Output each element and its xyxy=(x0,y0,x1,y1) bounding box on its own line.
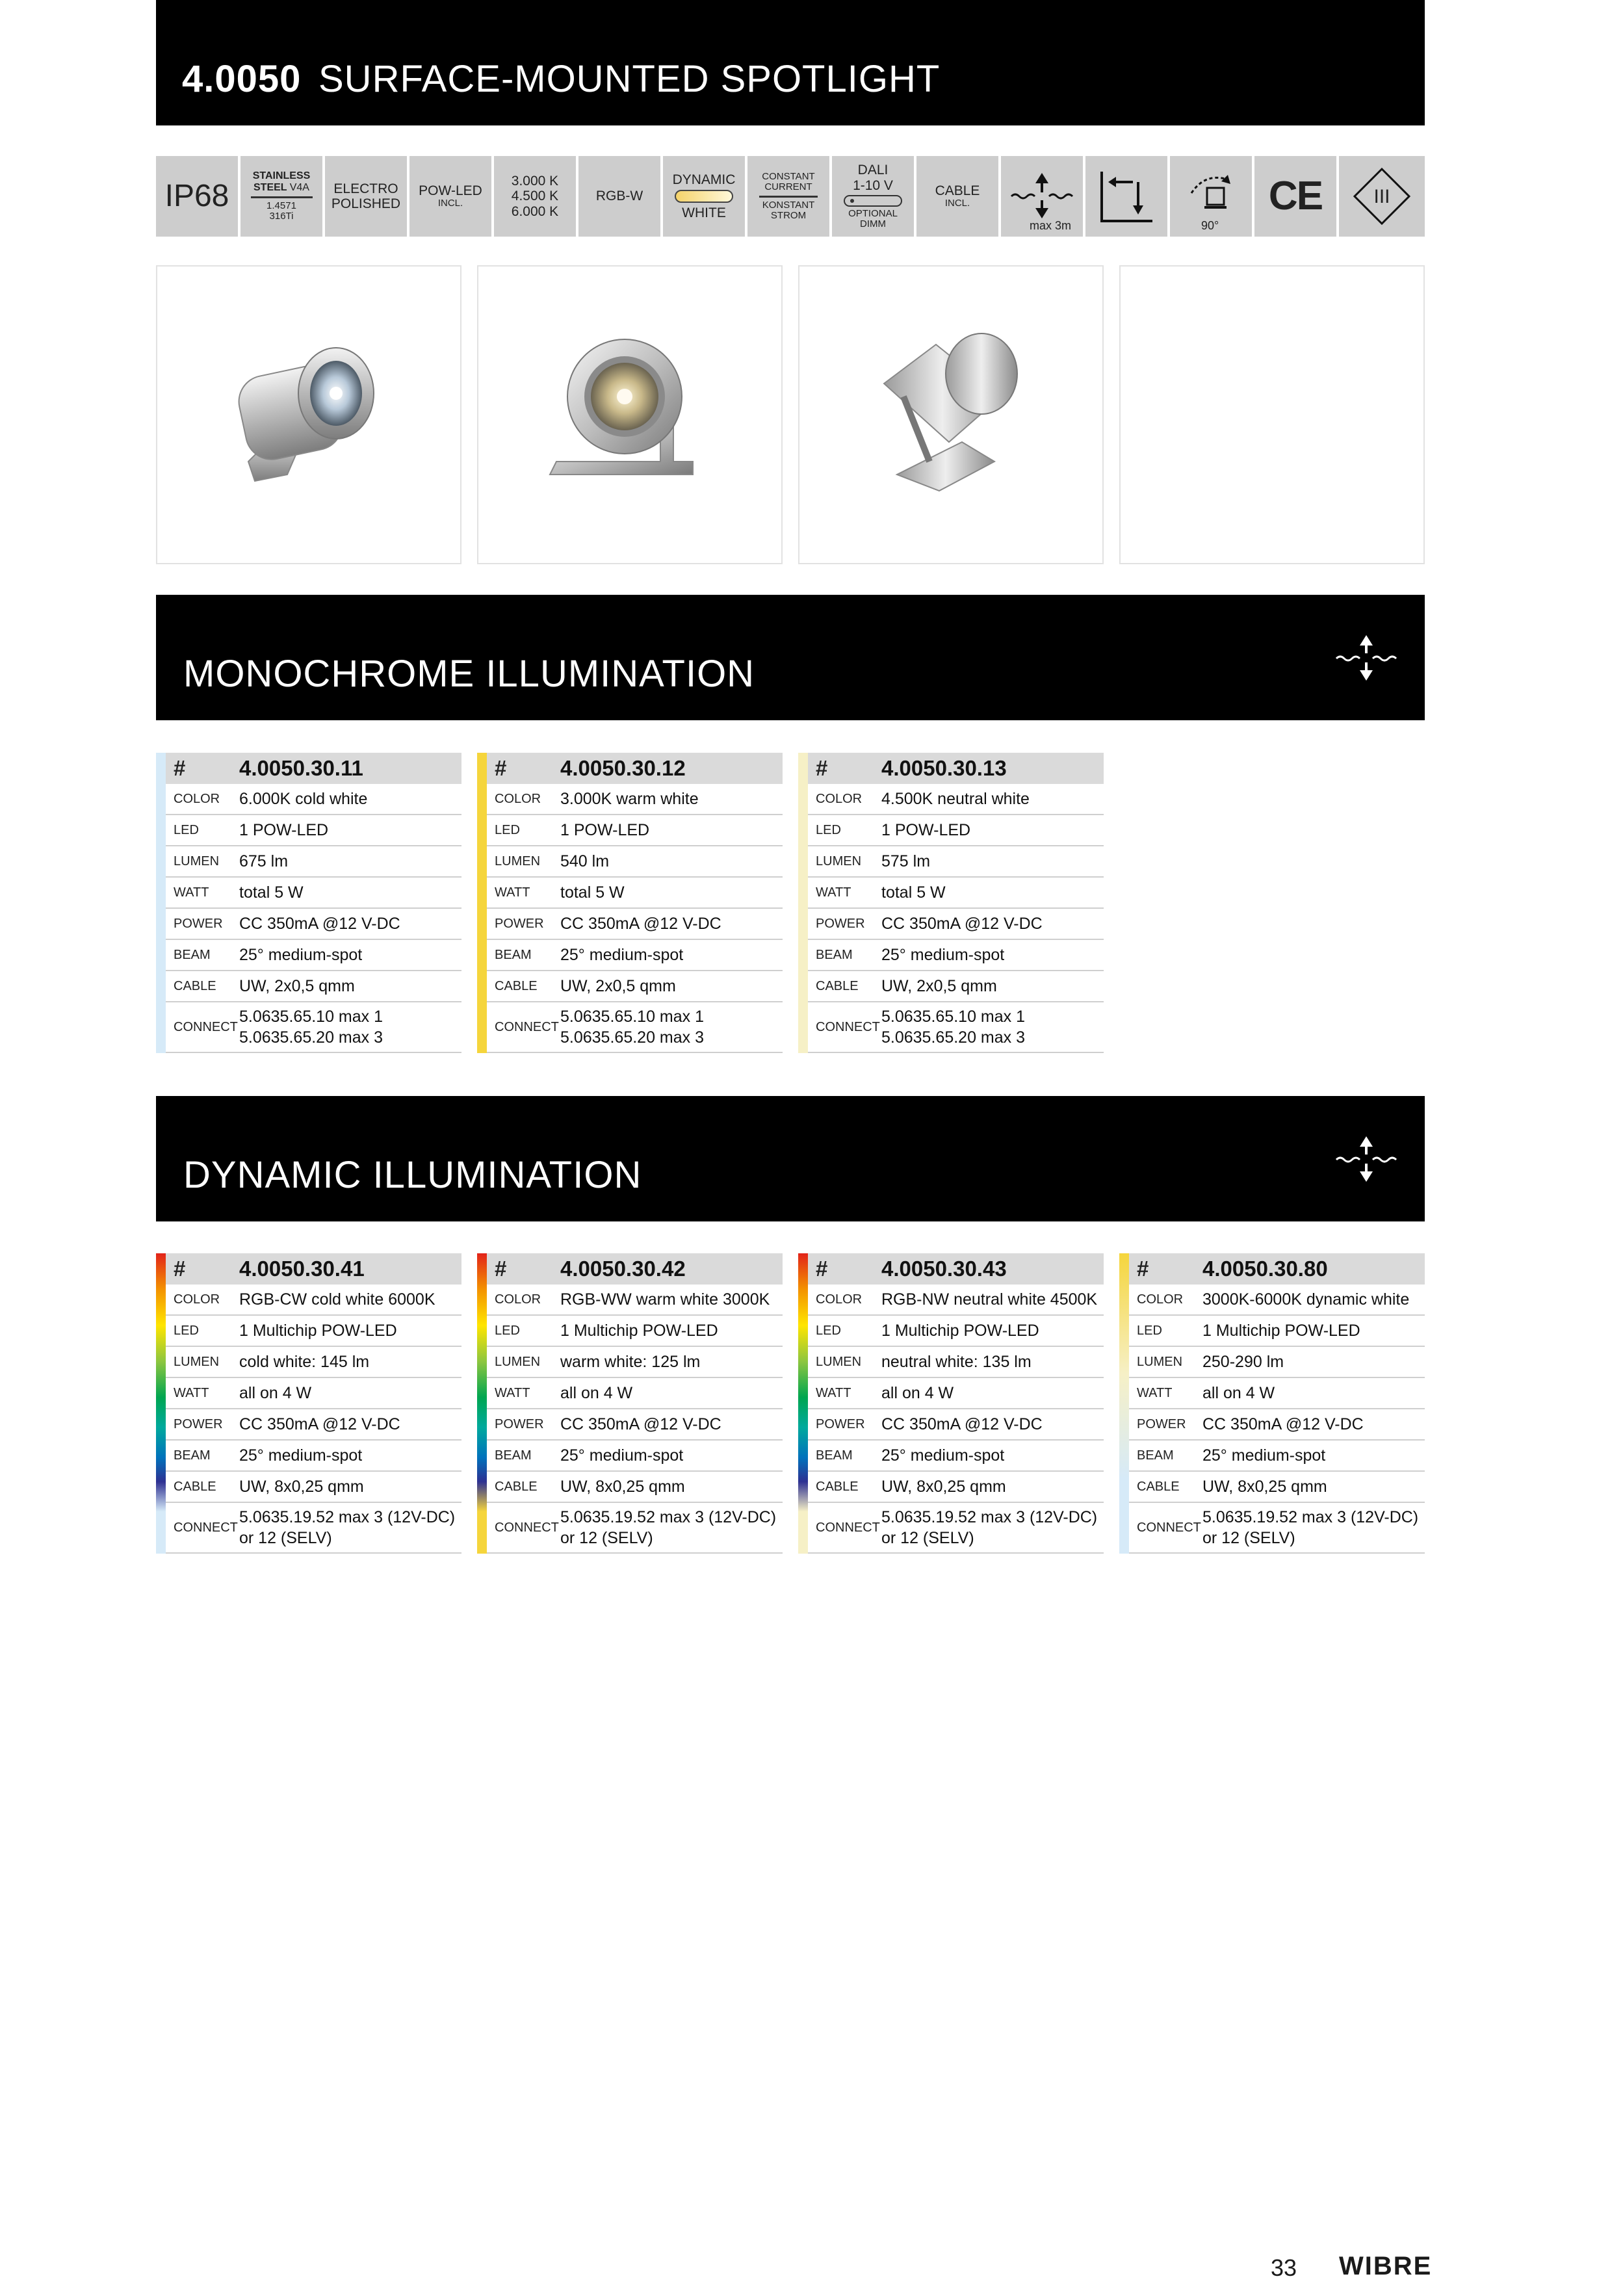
row-value: 6.000K cold white xyxy=(239,789,368,808)
table-row-power xyxy=(808,909,1104,940)
monochrome-title: MONOCHROME ILLUMINATION xyxy=(183,653,755,695)
row-value: 25° medium-spot xyxy=(239,1446,363,1465)
table-row-led xyxy=(487,815,783,846)
table-row-beam xyxy=(487,1441,783,1472)
dynamic-section-header xyxy=(156,1096,1425,1221)
dyn-label-1: DYNAMIC xyxy=(672,172,736,187)
table-row-power xyxy=(166,1409,461,1441)
ce-mark: CE xyxy=(1268,173,1323,218)
table-header-row xyxy=(487,1253,783,1285)
row-label: POWER xyxy=(174,1416,223,1431)
row-label: BEAM xyxy=(816,1448,853,1463)
dynamic-title: DYNAMIC ILLUMINATION xyxy=(183,1154,642,1196)
product-image-2 xyxy=(477,265,783,564)
row-label: LED xyxy=(495,1323,520,1338)
row-value: CC 350mA @12 V-DC xyxy=(239,914,400,933)
table-row-led xyxy=(166,1316,461,1347)
depth-label: max 3m xyxy=(1029,219,1071,233)
color-bar xyxy=(798,753,808,1053)
steel-label-3: 1.4571 xyxy=(266,200,296,211)
row-label: CABLE xyxy=(174,1479,216,1494)
row-value: UW, 8x0,25 qmm xyxy=(881,1477,1006,1496)
hash-label: # xyxy=(816,1257,828,1281)
water-depth-icon xyxy=(1006,170,1078,222)
row-label: POWER xyxy=(174,916,223,931)
title-bar xyxy=(156,0,1425,125)
row-label: CONNECT xyxy=(174,1019,238,1034)
row-label: WATT xyxy=(1137,1385,1173,1400)
row-label: COLOR xyxy=(174,1292,220,1307)
row-value: total 5 W xyxy=(239,883,304,902)
color-bar xyxy=(798,1253,808,1554)
row-label: POWER xyxy=(495,1416,544,1431)
row-label: LUMEN xyxy=(1137,1354,1183,1369)
table-row-watt xyxy=(166,878,461,909)
wall-mount-icon xyxy=(1094,164,1159,229)
table-row-watt xyxy=(808,1378,1104,1409)
dynamic-white-icon xyxy=(663,156,745,237)
row-label: LUMEN xyxy=(495,1354,541,1369)
cable-label-1: CABLE xyxy=(935,183,980,199)
product-image-4-empty xyxy=(1119,265,1425,564)
submersible-depth-icon xyxy=(1001,156,1083,237)
table-header-row xyxy=(166,753,461,784)
table-row-led xyxy=(808,815,1104,846)
row-value: cold white: 145 lm xyxy=(239,1352,370,1371)
row-value: 1 Multichip POW-LED xyxy=(560,1321,718,1340)
connect-line-1: 5.0635.19.52 max 3 (12V-DC) xyxy=(1202,1507,1419,1526)
connect-line-2: 5.0635.65.20 max 3 xyxy=(239,1028,383,1047)
table-row-led xyxy=(808,1316,1104,1347)
table-row-beam xyxy=(808,940,1104,971)
row-label: CONNECT xyxy=(816,1019,880,1034)
spec-table xyxy=(477,1253,783,1554)
product-images xyxy=(156,265,1425,564)
table-header-row xyxy=(808,753,1104,784)
row-value: 575 lm xyxy=(881,852,931,870)
row-label: LED xyxy=(495,822,520,837)
table-row-led xyxy=(487,1316,783,1347)
row-value: UW, 2x0,5 qmm xyxy=(239,976,355,995)
ip68-icon xyxy=(156,156,238,237)
kelvin-2: 4.500 K xyxy=(511,189,559,204)
row-value: CC 350mA @12 V-DC xyxy=(239,1415,400,1433)
table-row-lumen xyxy=(487,1347,783,1378)
spec-table xyxy=(477,753,783,1053)
connect-line-2: 5.0635.65.20 max 3 xyxy=(881,1028,1025,1047)
electro-label-1: ELECTRO xyxy=(333,181,398,196)
table-row-lumen xyxy=(808,1347,1104,1378)
protection-class-icon xyxy=(1339,156,1425,237)
color-bar xyxy=(1119,1253,1129,1554)
table-row-color xyxy=(166,1285,461,1316)
kelvin-1: 3.000 K xyxy=(511,174,559,189)
connect-line-2: or 12 (SELV) xyxy=(881,1529,974,1547)
table-row-power xyxy=(487,909,783,940)
row-value: 540 lm xyxy=(560,852,610,870)
table-row-lumen xyxy=(1129,1347,1425,1378)
color-bar xyxy=(477,753,487,1053)
table-header-row xyxy=(487,753,783,784)
row-value: all on 4 W xyxy=(881,1383,954,1402)
row-value: 25° medium-spot xyxy=(881,1446,1005,1465)
constant-current-icon xyxy=(747,156,829,237)
row-label: LED xyxy=(816,822,841,837)
hash-label: # xyxy=(816,756,828,780)
row-value: warm white: 125 lm xyxy=(560,1352,701,1371)
table-row-color xyxy=(808,1285,1104,1316)
row-value: all on 4 W xyxy=(1202,1383,1275,1402)
cable-label-2: INCL. xyxy=(944,198,970,209)
row-value: UW, 8x0,25 qmm xyxy=(1202,1477,1327,1496)
row-label: LED xyxy=(816,1323,841,1338)
cable-incl-icon xyxy=(916,156,998,237)
table-row-power xyxy=(487,1409,783,1441)
table-row-lumen xyxy=(487,846,783,878)
row-label: LED xyxy=(174,822,199,837)
row-value: 1 Multichip POW-LED xyxy=(881,1321,1039,1340)
table-row-connect xyxy=(166,1002,461,1053)
table-row-power xyxy=(808,1409,1104,1441)
spec-table xyxy=(798,1253,1104,1554)
electro-label-2: POLISHED xyxy=(331,196,401,211)
row-label: CABLE xyxy=(816,1479,859,1494)
row-label: LUMEN xyxy=(174,1354,220,1369)
row-value: 25° medium-spot xyxy=(881,945,1005,964)
rgbw-label: RGB-W xyxy=(595,189,643,204)
row-value: 25° medium-spot xyxy=(560,1446,684,1465)
table-row-color xyxy=(166,784,461,815)
row-label: CABLE xyxy=(1137,1479,1180,1494)
steel-label-2b: V4A xyxy=(289,182,309,193)
row-value: all on 4 W xyxy=(560,1383,633,1402)
article-number: 4.0050.30.13 xyxy=(881,755,1007,780)
row-value: CC 350mA @12 V-DC xyxy=(560,914,721,933)
article-number: 4.0050.30.11 xyxy=(239,755,363,780)
row-label: LUMEN xyxy=(816,1354,862,1369)
row-label: CABLE xyxy=(495,1479,538,1494)
table-row-watt xyxy=(808,878,1104,909)
color-bar xyxy=(477,1253,487,1554)
spec-table xyxy=(1119,1253,1425,1554)
table-row-watt xyxy=(1129,1378,1425,1409)
article-number: 4.0050.30.80 xyxy=(1202,1256,1328,1281)
row-value: total 5 W xyxy=(881,883,946,902)
spotlight-back-image xyxy=(799,267,1102,563)
water-depth-icon xyxy=(1334,633,1399,685)
row-label: WATT xyxy=(816,885,851,900)
connect-line-1: 5.0635.19.52 max 3 (12V-DC) xyxy=(560,1507,777,1526)
row-value: UW, 2x0,5 qmm xyxy=(881,976,997,995)
steel-label-1: STAINLESS xyxy=(252,170,311,182)
table-row-watt xyxy=(166,1378,461,1409)
table-row-cable xyxy=(487,1472,783,1503)
product-image-1 xyxy=(156,265,461,564)
row-label: CONNECT xyxy=(1137,1520,1201,1535)
row-label: LUMEN xyxy=(816,854,862,868)
powled-label-1: POW-LED xyxy=(419,183,482,199)
row-value: CC 350mA @12 V-DC xyxy=(1202,1415,1364,1433)
table-row-cable xyxy=(487,971,783,1002)
row-label: BEAM xyxy=(174,1448,211,1463)
row-label: CABLE xyxy=(174,978,216,993)
color-temperature-icon xyxy=(494,156,576,237)
row-label: COLOR xyxy=(816,1292,863,1307)
row-label: COLOR xyxy=(1137,1292,1184,1307)
tilt-angle-icon xyxy=(1170,156,1252,237)
row-value: CC 350mA @12 V-DC xyxy=(560,1415,721,1433)
spotlight-side-image xyxy=(157,267,460,563)
row-label: BEAM xyxy=(495,947,532,962)
dali-dimm-icon xyxy=(832,156,914,237)
table-row-led xyxy=(166,815,461,846)
row-label: LUMEN xyxy=(174,854,220,868)
article-number: 4.0050.30.12 xyxy=(560,755,686,780)
connect-line-2: or 12 (SELV) xyxy=(1202,1529,1295,1547)
powled-label-2: INCL. xyxy=(437,198,463,209)
table-row-beam xyxy=(166,1441,461,1472)
row-value: CC 350mA @12 V-DC xyxy=(881,1415,1043,1433)
table-row-lumen xyxy=(808,846,1104,878)
row-label: CONNECT xyxy=(495,1019,559,1034)
row-label: LED xyxy=(1137,1323,1162,1338)
table-row-cable xyxy=(808,1472,1104,1503)
table-row-lumen xyxy=(166,1347,461,1378)
row-label: POWER xyxy=(495,916,544,931)
pow-led-icon xyxy=(409,156,491,237)
row-value: 4.500K neutral white xyxy=(881,789,1030,808)
table-row-led xyxy=(1129,1316,1425,1347)
color-bar xyxy=(156,753,166,1053)
row-value: 25° medium-spot xyxy=(1202,1446,1326,1465)
table-row-watt xyxy=(487,1378,783,1409)
row-value: 3.000K warm white xyxy=(560,789,699,808)
spec-table xyxy=(156,753,461,1053)
row-label: WATT xyxy=(495,1385,530,1400)
electro-polished-icon xyxy=(325,156,407,237)
connect-line-1: 5.0635.65.10 max 1 xyxy=(239,1007,383,1026)
table-row-power xyxy=(166,909,461,940)
row-value: 25° medium-spot xyxy=(560,945,684,964)
connect-line-2: or 12 (SELV) xyxy=(239,1529,332,1547)
row-label: WATT xyxy=(816,1385,851,1400)
hash-label: # xyxy=(174,1257,186,1281)
row-label: LED xyxy=(174,1323,199,1338)
table-row-cable xyxy=(808,971,1104,1002)
table-row-color xyxy=(808,784,1104,815)
ce-icon xyxy=(1254,156,1336,237)
row-label: CABLE xyxy=(495,978,538,993)
table-row-color xyxy=(1129,1285,1425,1316)
row-label: POWER xyxy=(1137,1416,1186,1431)
feature-icons xyxy=(156,156,1425,237)
dali-label-1: DALI xyxy=(857,163,889,178)
row-value: 1 Multichip POW-LED xyxy=(239,1321,397,1340)
table-row-beam xyxy=(166,940,461,971)
steel-label-2: STEEL xyxy=(253,182,287,193)
table-row-power xyxy=(1129,1409,1425,1441)
article-number: 4.0050.30.42 xyxy=(560,1256,686,1281)
monochrome-section-header xyxy=(156,595,1425,720)
row-label: WATT xyxy=(174,1385,209,1400)
row-label: WATT xyxy=(495,885,530,900)
stainless-steel-icon xyxy=(240,156,322,237)
cc-label-1: CONSTANT xyxy=(762,170,815,182)
connect-line-1: 5.0635.19.52 max 3 (12V-DC) xyxy=(239,1507,456,1526)
connect-line-2: or 12 (SELV) xyxy=(560,1529,653,1547)
row-value: 250-290 lm xyxy=(1202,1352,1284,1371)
table-row-color xyxy=(487,1285,783,1316)
row-value: 1 Multichip POW-LED xyxy=(1202,1321,1360,1340)
color-bar xyxy=(156,1253,166,1554)
connect-line-1: 5.0635.65.10 max 1 xyxy=(881,1007,1025,1026)
row-value: RGB-WW warm white 3000K xyxy=(560,1290,770,1309)
ip-rating: IP68 xyxy=(164,178,229,213)
table-row-connect xyxy=(808,1002,1104,1053)
angle-label: 90° xyxy=(1201,219,1219,233)
hash-label: # xyxy=(1137,1257,1149,1281)
row-value: 675 lm xyxy=(239,852,289,870)
row-label: BEAM xyxy=(495,1448,532,1463)
rgbw-icon xyxy=(578,156,660,237)
connect-line-2: 5.0635.65.20 max 3 xyxy=(560,1028,704,1047)
cc-label-4: STROM xyxy=(770,210,807,221)
table-header-row xyxy=(166,1253,461,1285)
table-row-connect xyxy=(166,1503,461,1554)
dali-label-4: DIMM xyxy=(860,218,886,230)
hash-label: # xyxy=(174,756,186,780)
row-label: BEAM xyxy=(174,947,211,962)
spec-table xyxy=(156,1253,461,1554)
dali-label-3: OPTIONAL xyxy=(848,207,898,219)
table-row-connect xyxy=(487,1002,783,1053)
row-value: all on 4 W xyxy=(239,1383,312,1402)
row-label: POWER xyxy=(816,916,865,931)
table-row-connect xyxy=(487,1503,783,1554)
hash-label: # xyxy=(495,756,507,780)
class-label: III xyxy=(1373,185,1390,207)
rotation-icon xyxy=(1178,167,1243,226)
row-label: POWER xyxy=(816,1416,865,1431)
row-value: 3000K-6000K dynamic white xyxy=(1202,1290,1410,1309)
row-value: UW, 8x0,25 qmm xyxy=(560,1477,685,1496)
row-label: CABLE xyxy=(816,978,859,993)
row-label: BEAM xyxy=(816,947,853,962)
dyn-label-2: WHITE xyxy=(682,205,726,220)
row-label: CONNECT xyxy=(816,1520,880,1535)
article-number: 4.0050.30.41 xyxy=(239,1256,365,1281)
row-value: 1 POW-LED xyxy=(560,820,650,839)
article-number: 4.0050.30.43 xyxy=(881,1256,1007,1281)
table-row-cable xyxy=(1129,1472,1425,1503)
table-row-beam xyxy=(487,940,783,971)
row-value: RGB-NW neutral white 4500K xyxy=(881,1290,1098,1309)
table-row-color xyxy=(487,784,783,815)
row-value: 25° medium-spot xyxy=(239,945,363,964)
connect-line-1: 5.0635.19.52 max 3 (12V-DC) xyxy=(881,1507,1098,1526)
table-row-cable xyxy=(166,971,461,1002)
row-label: COLOR xyxy=(816,791,863,806)
spotlight-front-image xyxy=(478,267,781,563)
row-label: CONNECT xyxy=(174,1520,238,1535)
row-label: COLOR xyxy=(495,791,541,806)
row-value: CC 350mA @12 V-DC xyxy=(881,914,1043,933)
row-label: WATT xyxy=(174,885,209,900)
page-number: 33 xyxy=(1271,2254,1297,2281)
table-row-beam xyxy=(808,1441,1104,1472)
table-header-row xyxy=(808,1253,1104,1285)
row-label: BEAM xyxy=(1137,1448,1174,1463)
cc-label-2: CURRENT xyxy=(764,181,812,192)
cc-label-3: KONSTANT xyxy=(762,199,815,211)
hash-label: # xyxy=(495,1257,507,1281)
row-label: LUMEN xyxy=(495,854,541,868)
kelvin-3: 6.000 K xyxy=(511,203,559,219)
row-value: UW, 2x0,5 qmm xyxy=(560,976,676,995)
row-label: COLOR xyxy=(495,1292,541,1307)
row-value: total 5 W xyxy=(560,883,625,902)
row-value: RGB-CW cold white 6000K xyxy=(239,1290,435,1309)
table-row-cable xyxy=(166,1472,461,1503)
table-row-beam xyxy=(1129,1441,1425,1472)
product-image-3 xyxy=(798,265,1104,564)
table-row-connect xyxy=(1129,1503,1425,1554)
row-label: COLOR xyxy=(174,791,220,806)
table-row-connect xyxy=(808,1503,1104,1554)
mounting-icon xyxy=(1085,156,1167,237)
row-value: 1 POW-LED xyxy=(881,820,971,839)
table-header-row xyxy=(1129,1253,1425,1285)
row-value: 1 POW-LED xyxy=(239,820,329,839)
product-number: 4.0050 xyxy=(182,58,302,100)
row-label: CONNECT xyxy=(495,1520,559,1535)
product-name: SURFACE-MOUNTED SPOTLIGHT xyxy=(318,58,941,100)
row-value: neutral white: 135 lm xyxy=(881,1352,1032,1371)
water-depth-icon xyxy=(1334,1134,1399,1186)
connect-line-1: 5.0635.65.10 max 1 xyxy=(560,1007,704,1026)
brand-logo: WIBRE xyxy=(1339,2252,1433,2280)
row-value: UW, 8x0,25 qmm xyxy=(239,1477,364,1496)
table-row-watt xyxy=(487,878,783,909)
spec-table xyxy=(798,753,1104,1053)
steel-label-4: 316Ti xyxy=(269,211,294,222)
table-row-lumen xyxy=(166,846,461,878)
dali-label-2: 1-10 V xyxy=(853,177,893,193)
